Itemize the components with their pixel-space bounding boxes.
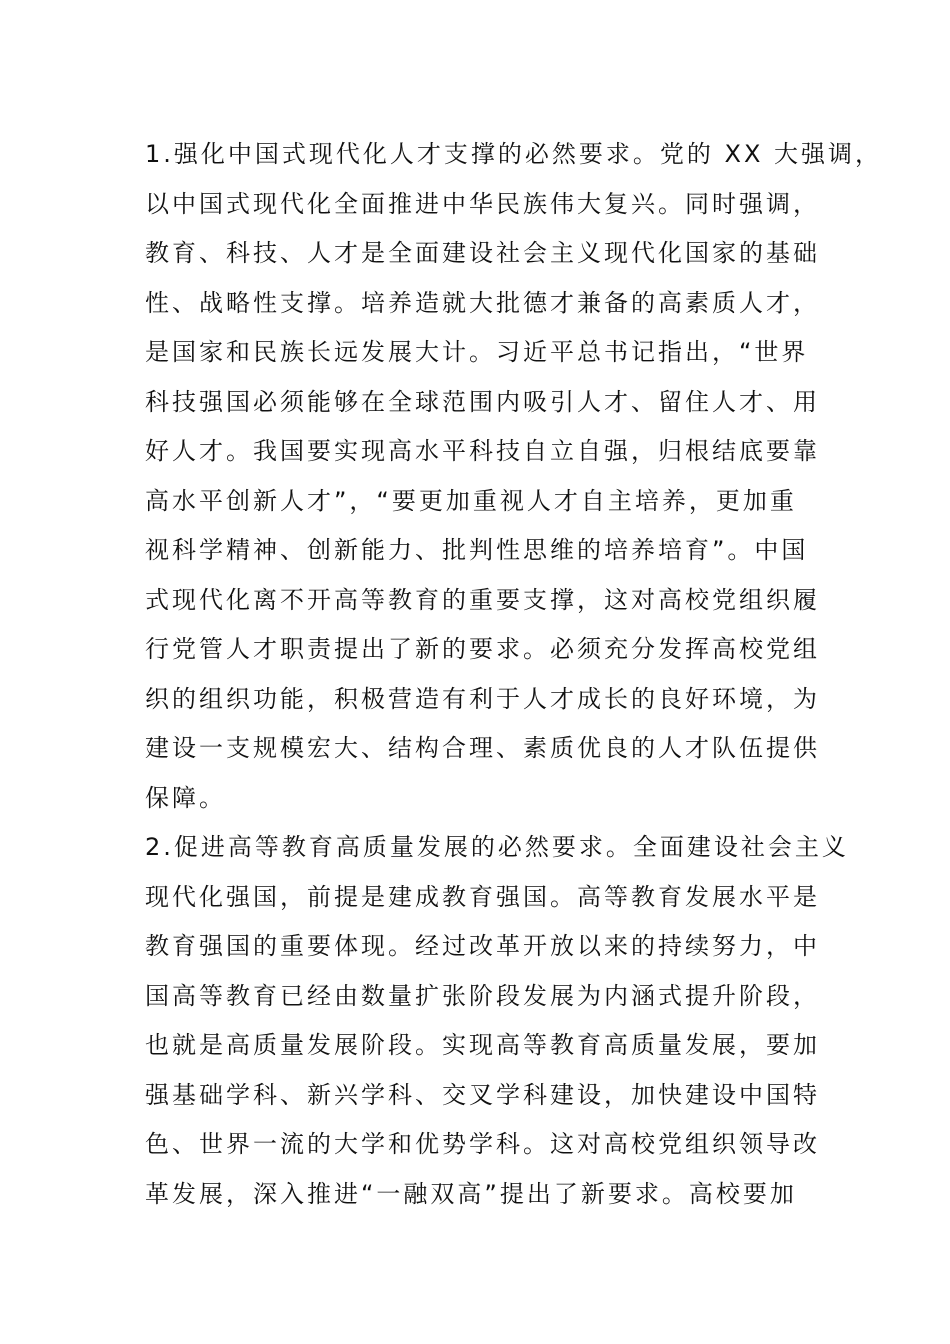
text-line: 教育强国的重要体现。经过改革开放以来的持续努力，中 [145,932,820,960]
text-line: 以中国式现代化全面推进中华民族伟大复兴。同时强调， [145,189,820,218]
text-line: 行党管人才职责提出了新的要求。必须充分发挥高校党组 [145,635,820,663]
text-line: 也就是高质量发展阶段。实现高等教育高质量发展，要加 [145,1031,820,1059]
text-line: 强基础学科、新兴学科、交叉学科建设，加快建设中国特 [145,1080,820,1109]
text-line: 1.强化中国式现代化人才支撑的必然要求。党的 XX 大强调， [145,140,883,168]
text-line: 高水平创新人才”，“要更加重视人才自主培养，更加重 [145,486,797,515]
text-line: 2.促进高等教育高质量发展的必然要求。全面建设社会主义 [145,833,849,861]
text-line: 织的组织功能，积极营造有利于人才成长的良好环境，为 [145,684,820,713]
text-line: 现代化强国，前提是建成教育强国。高等教育发展水平是 [145,882,820,911]
text-line: 革发展，深入推进“一融双高”提出了新要求。高校要加 [145,1179,797,1208]
text-line: 性、战略性支撑。培养造就大批德才兼备的高素质人才， [145,288,820,317]
text-line: 科技强国必须能够在全球范围内吸引人才、留住人才、用 [145,387,820,416]
text-line: 是国家和民族长远发展大计。习近平总书记指出，“世界 [145,338,809,366]
text-line: 色、世界一流的大学和优势学科。这对高校党组织领导改 [145,1130,820,1158]
document-body [145,130,883,1219]
text-line: 视科学精神、创新能力、批判性思维的培养培育”。中国 [145,536,809,564]
text-line: 好人才。我国要实现高水平科技自立自强，归根结底要靠 [145,437,820,465]
text-line: 国高等教育已经由数量扩张阶段发展为内涵式提升阶段， [145,981,820,1010]
text-line: 保障。 [145,783,226,812]
text-line: 建设一支规模宏大、结构合理、素质优良的人才队伍提供 [145,734,820,762]
text-line: 式现代化离不开高等教育的重要支撑，这对高校党组织履 [145,585,820,614]
text-line: 教育、科技、人才是全面建设社会主义现代化国家的基础 [145,239,820,267]
